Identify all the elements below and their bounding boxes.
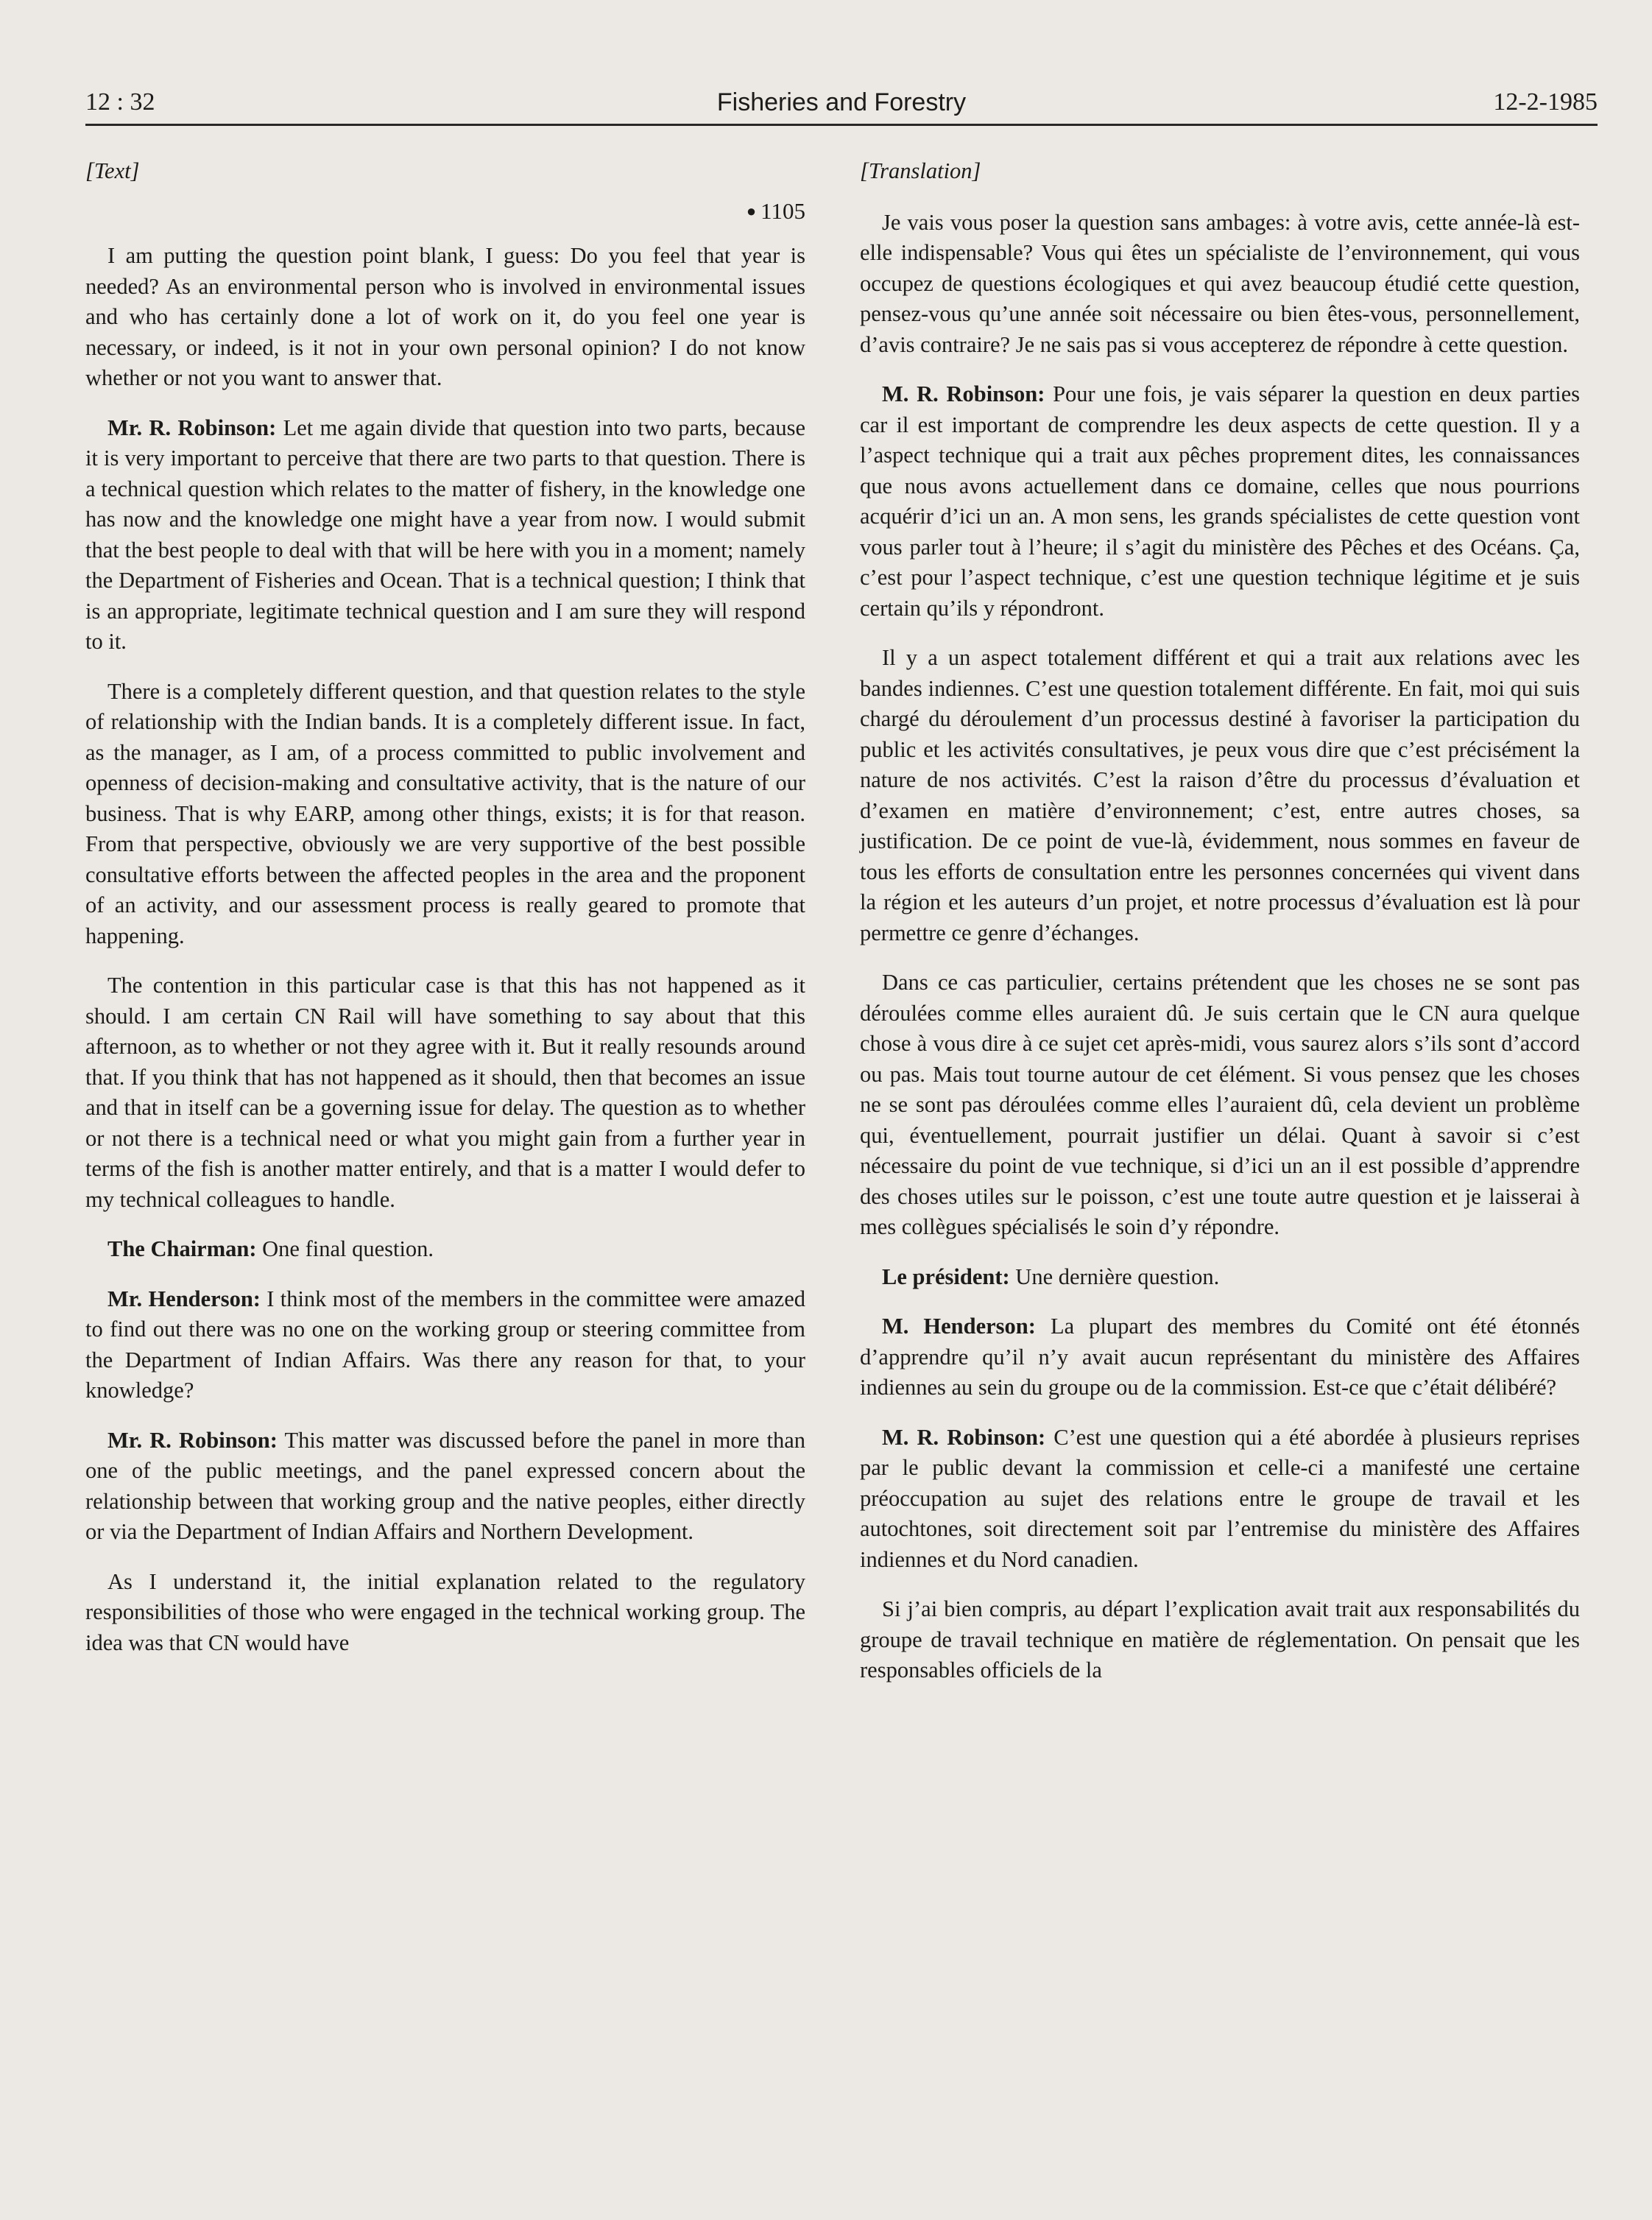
text-tag: [Text] xyxy=(85,158,140,183)
paragraph xyxy=(860,968,1580,1243)
speaker-name: M. R. Robinson: xyxy=(882,1424,1046,1450)
speaker-name: Mr. Henderson: xyxy=(107,1286,261,1311)
paragraph xyxy=(85,1426,805,1548)
paragraph xyxy=(860,379,1580,624)
paragraph-text: Let me again divide that question into two parts, because it is very important to perceive that there are two parts to that question. There is a technical question which relates to the matter of fishery, in the knowledge one has now and the knowledge one might have a year from now. I would submit that the best people to deal with that will be here with you in a moment; namely the Department of Fisheries and Ocean. That is a technical question; I think that is an appropriate, legitimate technical question and I am sure they will respond to it. xyxy=(85,415,805,654)
paragraph-text: One final question. xyxy=(262,1236,434,1261)
speaker-name: Le président: xyxy=(882,1264,1010,1289)
paragraph-text: C’est une question qui a été abordée à plusieurs reprises par le public devant la commission et celle-ci a manifesté une certaine préoccupation au sujet des relations entre le groupe de travail et les autochtones, soit directement soit par l’entremise du ministère des Affaires indiennes et du Nord canadien. xyxy=(860,1424,1581,1572)
paragraph xyxy=(860,643,1580,948)
translation-tag: [Translation] xyxy=(860,158,981,183)
page-header xyxy=(85,81,1598,126)
paragraph-text: I am putting the question point blank, I guess: Do you feel that year is needed? As an environmental person who is involved in environmental issues and who has certainly done a lot of work on it, do you feel one year is necessary, or indeed, is it not in your own personal opinion? I do not know whether or not you want to answer that. xyxy=(85,243,805,390)
timestamp: ● 1105 xyxy=(746,197,805,224)
paragraph-text: The contention in this particular case is that this has not happened as it should. I am certain CN Rail will have something to say about that this afternoon, as to whether or not they agree with it. But it really resounds around that. If you think that has not happened as it should, then that becomes an issue and that in itself can be a governing issue for delay. The question as to whether or not there is a technical need or what you might gain from a further year in terms of the fish is another matter entirely, and that is a matter I would defer to my technical colleagues to handle. xyxy=(85,973,805,1212)
paragraph-text: Il y a un aspect totalement différent et qui a trait aux relations avec les bandes indiennes. C’est une question totalement différente. En fait, moi qui suis chargé du déroulement d’un processus destiné à favoriser la participation du public et les activités consultatives, je peux vous dire que c’est précisément la nature de nos activités. C’est la raison d’être du processus d’évaluation et d’examen en matière d’environnement; c’est, entre autres choses, sa justification. De ce point de vue-là, évidemment, nous sommes en faveur de tous les efforts de consultation entre les personnes concernées qui vivent dans la région et les auteurs d’un projet, et notre processus d’évaluation est là pour permettre ce genre d’échanges. xyxy=(860,645,1580,945)
paragraph-text: Je vais vous poser la question sans ambages: à votre avis, cette année-là est-elle indispensable? Vous qui êtes un spécialiste de l’environnement, qui vous occupez de questions écologiques et qui avez beaucoup étudié cette question, pensez-vous qu’une année soit nécessaire ou bien êtes-vous, personnellement, d’avis contraire? Je ne sais pas si vous accepterez de répondre à cette question. xyxy=(860,209,1580,357)
paragraph xyxy=(860,1262,1580,1293)
paragraph-text: Si j’ai bien compris, au départ l’explication avait trait aux responsabilités du groupe de travail technique en matière de réglementation. On pensait que les responsables officiels de la xyxy=(860,1596,1580,1682)
speaker-name: M. R. Robinson: xyxy=(882,381,1045,406)
page-title: Fisheries and Forestry xyxy=(716,88,967,116)
paragraph-text: As I understand it, the initial explanation related to the regulatory responsibilities of those who were engaged in the technical working group. The idea was that CN would have xyxy=(85,1568,805,1655)
paragraph xyxy=(85,1567,805,1659)
paragraph xyxy=(85,1284,805,1406)
paragraph-text: This matter was discussed before the panel in more than one of the public meetings, and the panel expressed concern about the relationship between that working group and the native peoples, either directly or via the Department of Indian Affairs and Northern Development. xyxy=(85,1427,806,1544)
paragraph-text: I think most of the members in the committee were amazed to find out there was no one on the working group or steering committee from the Department of Indian Affairs. Was there any reason for that, to your knowledge? xyxy=(85,1286,805,1403)
bullet-icon: ● xyxy=(746,201,757,220)
paragraph-text: Dans ce cas particulier, certains prétendent que les choses ne se sont pas déroulées comme elles auraient dû. Je suis certain que le CN aura quelque chose à vous dire à ce sujet cet après-midi, vous saurez alors s’ils sont d’accord ou pas. Mais tout tourne autour de cet élément. Si vous pensez que les choses ne se sont pas déroulées comme elles l’auraient dû, cela devient un problème qui, éventuellement, pourrait justifier un délai. Quant à savoir si c’est nécessaire du point de vue technique, si d’ici un an il est possible d’apprendre des choses utiles sur le poisson, c’est une toute autre question et je laisserai à mes collègues spécialisés le soin d’y répondre. xyxy=(860,970,1580,1239)
page-number: 12 : 32 xyxy=(85,88,155,116)
paragraph xyxy=(85,413,805,658)
paragraph-text: There is a completely different question, and that question relates to the style of relationship with the Indian bands. It is a completely different issue. In fact, as the manager, as I am, of a process committed to public involvement and openness of decision-making and consultative activity, that is the nature of our business. That is why EARP, among other things, exists; it is for that reason. From that perspective, obviously we are very supportive of the best possible consultative efforts between the affected peoples in the area and the proponent of an activity, and our assessment process is really geared to promote that happening. xyxy=(85,678,805,948)
paragraph xyxy=(860,1423,1580,1576)
french-column xyxy=(860,156,1580,1705)
paragraph xyxy=(85,241,805,394)
speaker-name: The Chairman: xyxy=(107,1236,257,1261)
paragraph-text: La plupart des membres du Comité ont été étonnés d’apprendre qu’il n’y avait aucun représentant du ministère des Affaires indiennes au sein du groupe ou de la commission. Est-ce que c’était délibéré? xyxy=(860,1314,1580,1400)
paragraph xyxy=(85,677,805,952)
paragraph xyxy=(85,970,805,1215)
speaker-name: M. Henderson: xyxy=(882,1314,1036,1339)
speaker-name: Mr. R. Robinson: xyxy=(107,415,277,440)
speaker-name: Mr. R. Robinson: xyxy=(107,1427,278,1453)
paragraph xyxy=(860,1311,1580,1403)
paragraph xyxy=(860,208,1580,361)
paragraph-text: Pour une fois, je vais séparer la question en deux parties car il est important de comprendre les deux aspects de cette question. Il y a l’aspect technique qui a trait aux pêches proprement dites, les connaissances que nous avons actuellement dans ce domaine, celles que nous pourrions acquérir d’ici un an. A mon sens, les grands spécialistes de cette question vont vous parler tout à l’heure; il s’agit du ministère des Pêches et des Océans. Ça, c’est pour l’aspect technique, c’est une question technique légitime et je suis certain qu’ils y répondront. xyxy=(860,381,1580,621)
paragraph xyxy=(85,1234,805,1265)
page-date: 12-2-1985 xyxy=(1493,88,1598,116)
paragraph-text: Une dernière question. xyxy=(1015,1264,1220,1289)
english-column xyxy=(85,156,805,1677)
paragraph xyxy=(860,1594,1580,1686)
